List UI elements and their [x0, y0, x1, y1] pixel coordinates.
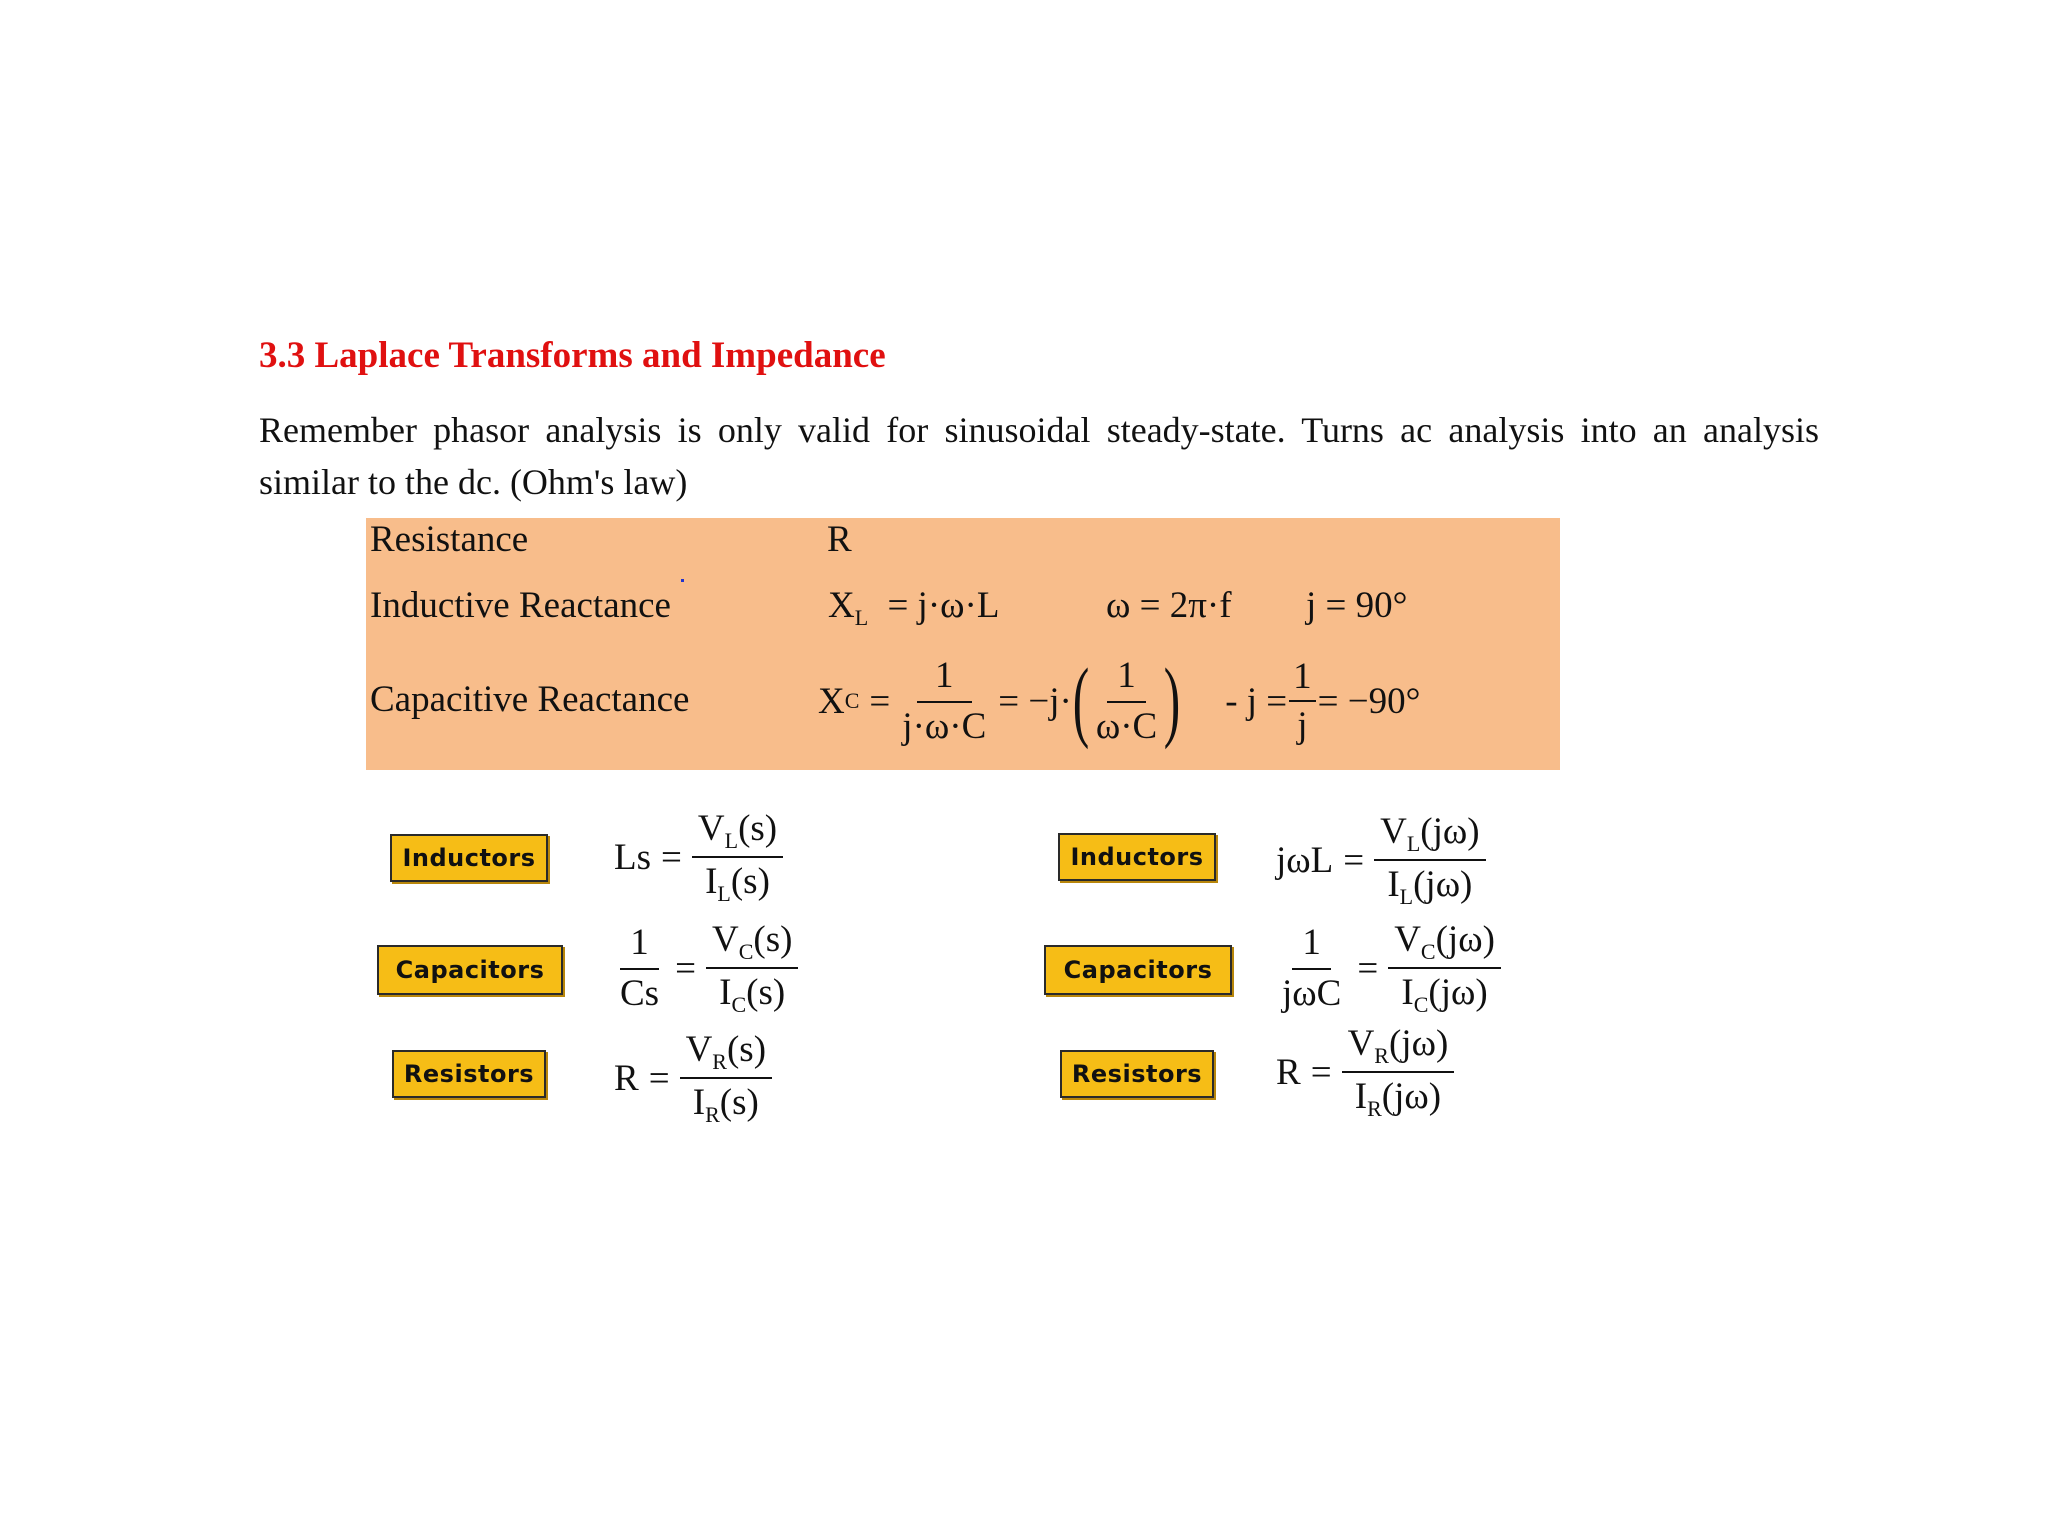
phasor-resistor-lhs: R [1276, 1051, 1301, 1093]
intro-paragraph: Remember phasor analysis is only valid for sinusoidal steady-state. Turns ac analysis into an analysis similar to the dc. (Ohm's law) [259, 410, 1819, 502]
capacitive-reactance-formula [818, 648, 1420, 754]
equals-sign: = [648, 1057, 670, 1099]
laplace-resistors-tag: Resistors [392, 1050, 546, 1098]
phasor-inductor-lhs: jωL [1276, 839, 1334, 881]
phasor-capacitor-lhs-numerator: 1 [1292, 921, 1331, 970]
inductive-reactance-formula [828, 584, 999, 631]
laplace-inductor-lhs: Ls [614, 836, 651, 878]
phasor-resistor-numerator: $V_R(j\omega)$ [1342, 1022, 1455, 1073]
laplace-resistor-lhs: R [614, 1057, 639, 1099]
impedance-summary-box [366, 518, 1560, 770]
neg-j-lhs: - j = [1225, 680, 1288, 722]
neg-j-fraction [1289, 655, 1316, 747]
equals-sign: = [869, 680, 891, 722]
xl-subscript: L [854, 605, 869, 630]
phasor-inductor-denominator: $I_L(j\omega)$ [1387, 864, 1473, 909]
laplace-capacitor-denominator: $I_C(s)$ [719, 972, 786, 1017]
phasor-inductors-formula [1276, 812, 1486, 908]
phasor-resistors-tag: Resistors [1060, 1050, 1214, 1098]
neg-j-denominator: j [1297, 705, 1308, 746]
omega-definition: ω = 2π·f [1106, 585, 1232, 626]
phasor-inductor-fraction [1374, 810, 1485, 910]
xl-symbol: X [828, 585, 855, 626]
laplace-capacitor-lhs-fraction [614, 921, 665, 1015]
resistance-symbol: R [827, 519, 852, 560]
equals-sign: = [1343, 839, 1365, 881]
xc-symbol: X [818, 680, 845, 722]
laplace-resistor-denominator: $I_R(s)$ [692, 1082, 759, 1127]
xc-subscript: C [844, 688, 860, 713]
equals-sign: = [661, 836, 682, 878]
phasor-capacitor-lhs-denominator: jωC [1282, 973, 1342, 1014]
phasor-capacitor-denominator: $I_C(j\omega)$ [1401, 972, 1488, 1017]
xc-minus-j: = −j· [998, 680, 1072, 722]
phasor-resistor-denominator: $I_R(j\omega)$ [1354, 1076, 1442, 1121]
laplace-capacitor-lhs-denominator: Cs [620, 973, 660, 1014]
right-paren: ) [1163, 651, 1181, 750]
laplace-capacitors-formula [614, 918, 798, 1018]
capacitive-reactance-label: Capacitive Reactance [370, 679, 690, 720]
phasor-capacitors-tag: Capacitors [1044, 945, 1232, 995]
xc-paren-numerator: 1 [1107, 654, 1146, 703]
laplace-resistor-fraction [680, 1028, 772, 1128]
xc-fraction [896, 654, 992, 748]
laplace-inductor-numerator: $V_L(s)$ [692, 807, 783, 858]
laplace-resistor-numerator: $V_R(s)$ [680, 1028, 772, 1079]
laplace-capacitors-tag: Capacitors [377, 945, 563, 995]
xc-paren-fraction [1090, 654, 1163, 748]
equals-sign: = [1310, 1051, 1332, 1093]
phasor-capacitor-fraction [1388, 918, 1501, 1018]
phasor-inductors-tag: Inductors [1058, 833, 1216, 881]
neg-j-result: = −90° [1317, 680, 1421, 722]
xc-paren-denominator: ω·C [1095, 706, 1158, 747]
laplace-inductors-formula [614, 808, 783, 906]
laplace-inductor-fraction [692, 807, 783, 907]
phasor-inductor-numerator: $V_L(j\omega)$ [1374, 810, 1485, 861]
phasor-resistor-fraction [1342, 1022, 1455, 1122]
j-definition: j = 90° [1306, 585, 1408, 626]
stray-dot [681, 579, 684, 582]
phasor-capacitors-formula [1276, 920, 1501, 1016]
laplace-resistors-formula [614, 1028, 772, 1128]
phasor-capacitor-numerator: $V_C(j\omega)$ [1388, 918, 1501, 969]
laplace-capacitor-numerator: $V_C(s)$ [706, 918, 798, 969]
inductive-reactance-label: Inductive Reactance [370, 585, 671, 626]
resistance-label: Resistance [370, 519, 529, 560]
equals-sign: = [675, 947, 696, 989]
xc-fraction-numerator: 1 [917, 654, 972, 703]
laplace-inductors-tag: Inductors [390, 834, 548, 882]
laplace-inductor-denominator: $I_L(s)$ [705, 861, 770, 906]
section-heading: 3.3 Laplace Transforms and Impedance [259, 335, 886, 376]
laplace-capacitor-lhs-numerator: 1 [620, 921, 659, 970]
phasor-capacitor-lhs-fraction [1276, 921, 1347, 1015]
xl-rhs: = j·ω·L [887, 585, 1000, 626]
laplace-capacitor-fraction [706, 918, 798, 1018]
neg-j-numerator: 1 [1289, 655, 1316, 702]
phasor-resistors-formula [1276, 1024, 1454, 1120]
left-paren: ( [1072, 651, 1090, 750]
xc-fraction-denominator: j·ω·C [902, 706, 987, 747]
equals-sign: = [1357, 947, 1379, 989]
